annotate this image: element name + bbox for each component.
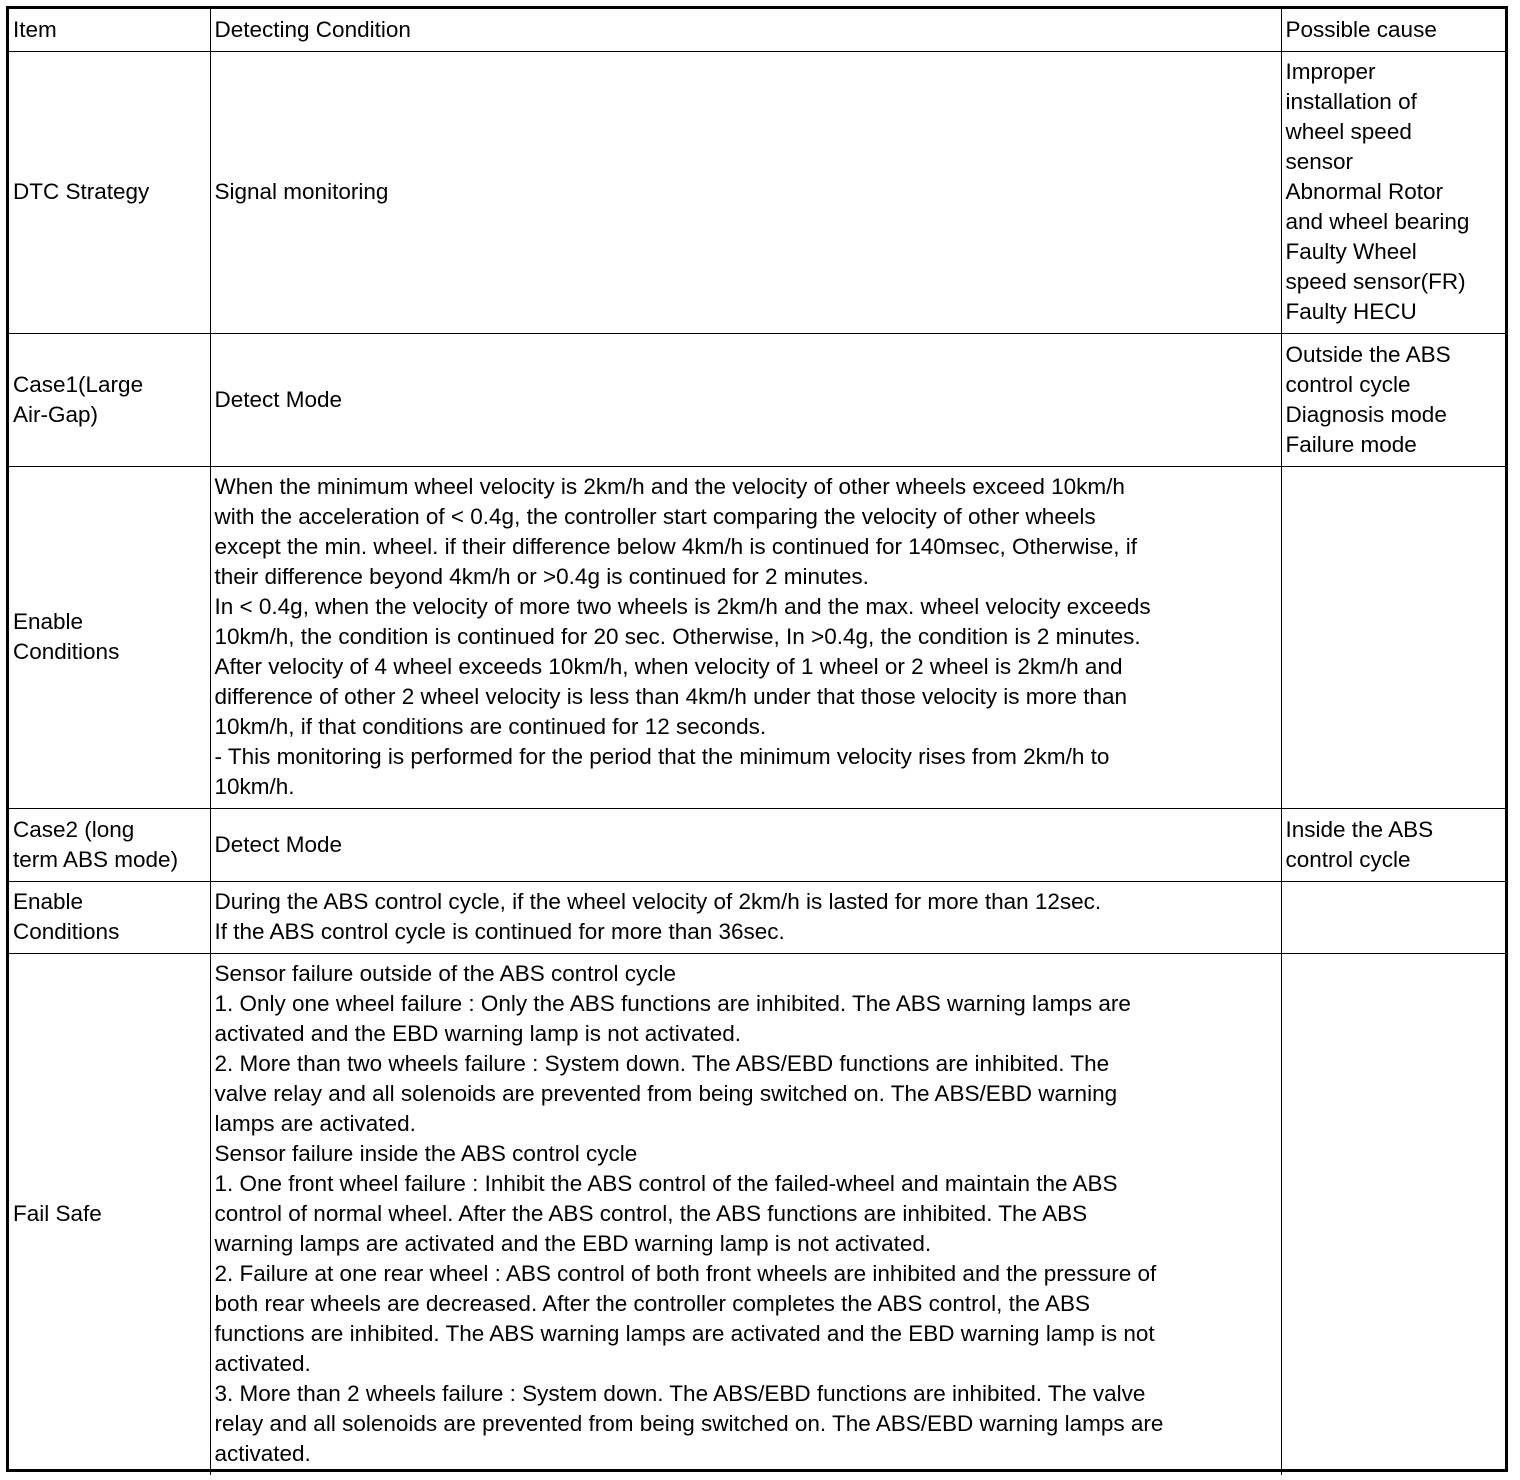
cell-line: Enable xyxy=(13,889,84,914)
cause-cell xyxy=(1281,51,1505,333)
cell-line: warning lamps are activated and the EBD warning lamp is not activated. xyxy=(214,1231,932,1257)
cell-line: Case2 (long xyxy=(13,816,135,842)
cause-cell xyxy=(1281,953,1505,1475)
cell-line: wheel speed xyxy=(1285,119,1412,144)
cell-line: Case1(Large xyxy=(13,371,144,397)
cause-cell xyxy=(1281,466,1505,808)
cell-line: activated and the EBD warning lamp is not activated. xyxy=(214,1021,742,1047)
cell-line: 10km/h, the condition is continued for 20 sec. Otherwise, In >0.4g, the condition is 2 minutes. xyxy=(214,624,1141,649)
cause-cell xyxy=(1281,808,1505,881)
cell-line: 2. More than two wheels failure : System down. The ABS/EBD functions are inhibited. The xyxy=(214,1051,1110,1077)
table-row xyxy=(9,881,1505,953)
cell-line: If the ABS control cycle is continued for more than 36sec. xyxy=(214,919,785,944)
cell-line: control cycle xyxy=(1285,371,1411,397)
cell-line: speed sensor(FR) xyxy=(1285,269,1466,294)
cell-line: control of normal wheel. After the ABS control, the ABS functions are inhibited. The ABS xyxy=(214,1201,1088,1227)
item-cell xyxy=(9,466,210,808)
cell-line: except the min. wheel. if their difference below 4km/h is continued for 140msec, Otherwise, if xyxy=(214,534,1138,559)
cell-line: Conditions xyxy=(13,639,120,664)
header-row xyxy=(9,9,1505,51)
cell-line: Conditions xyxy=(13,919,120,944)
table-row xyxy=(9,466,1505,808)
cell-line: Abnormal Rotor xyxy=(1285,179,1444,204)
cell-line: Faulty Wheel xyxy=(1285,239,1417,264)
cell-line: During the ABS control cycle, if the wheel velocity of 2km/h is lasted for more than 12sec. xyxy=(214,889,1102,914)
cell-line: 1. Only one wheel failure : Only the ABS functions are inhibited. The ABS warning lamps are xyxy=(214,991,1131,1017)
item-cell xyxy=(9,333,210,466)
condition-cell xyxy=(210,51,1281,333)
table-row xyxy=(9,51,1505,333)
cell-line: valve relay and all solenoids are prevented from being switched on. The ABS/EBD warning xyxy=(214,1081,1118,1107)
cell-line: 10km/h. xyxy=(214,774,295,799)
cell-line: Signal monitoring xyxy=(214,179,389,204)
cell-line: When the minimum wheel velocity is 2km/h and the velocity of other wheels exceed 10km/h xyxy=(214,474,1125,499)
cell-line: installation of xyxy=(1285,89,1417,114)
cause-cell xyxy=(1281,333,1505,466)
condition-cell xyxy=(210,953,1281,1475)
cell-line: sensor xyxy=(1285,149,1354,174)
condition-cell xyxy=(210,808,1281,881)
condition-cell xyxy=(210,881,1281,953)
cell-line: Enable xyxy=(13,609,84,634)
cell-line: functions are inhibited. The ABS warning lamps are activated and the EBD warning lamp is not xyxy=(214,1321,1155,1347)
header-detecting-condition: Detecting Condition xyxy=(210,9,1281,51)
item-cell xyxy=(9,881,210,953)
cell-line: DTC Strategy xyxy=(13,179,150,204)
cell-line: Sensor failure outside of the ABS control cycle xyxy=(214,961,677,987)
cell-line: 2. Failure at one rear wheel : ABS control of both front wheels are inhibited and the pressure of xyxy=(214,1261,1157,1287)
cell-line: After velocity of 4 wheel exceeds 10km/h, when velocity of 1 wheel or 2 wheel is 2km/h and xyxy=(214,654,1123,679)
cell-line: difference of other 2 wheel velocity is less than 4km/h under that those velocity is more than xyxy=(214,684,1128,709)
cell-line: Failure mode xyxy=(1285,431,1417,457)
item-cell xyxy=(9,808,210,881)
cell-line: Faulty HECU xyxy=(1285,299,1417,324)
header-item: Item xyxy=(9,9,210,51)
table-row xyxy=(9,808,1505,881)
item-cell xyxy=(9,51,210,333)
cell-line: lamps are activated. xyxy=(214,1111,416,1137)
dtc-spec-table xyxy=(9,9,1505,1475)
table-row xyxy=(9,333,1505,466)
cell-line: their difference beyond 4km/h or >0.4g is continued for 2 minutes. xyxy=(214,564,869,589)
cell-line: term ABS mode) xyxy=(13,846,179,872)
cell-line: In < 0.4g, when the velocity of more two wheels is 2km/h and the max. wheel velocity exceeds xyxy=(214,594,1151,619)
table-row xyxy=(9,953,1505,1475)
header-possible-cause: Possible cause xyxy=(1281,9,1505,51)
cell-line: Sensor failure inside the ABS control cycle xyxy=(214,1141,638,1167)
cell-line: Fail Safe xyxy=(13,1201,102,1227)
cause-cell xyxy=(1281,881,1505,953)
cell-line: Inside the ABS xyxy=(1285,816,1434,842)
cell-line: Improper xyxy=(1285,59,1376,84)
condition-cell xyxy=(210,466,1281,808)
cell-line: Diagnosis mode xyxy=(1285,401,1447,427)
cell-line: control cycle xyxy=(1285,846,1411,872)
cell-line: activated. xyxy=(214,1351,311,1377)
condition-cell xyxy=(210,333,1281,466)
cell-line: relay and all solenoids are prevented from being switched on. The ABS/EBD warning lamps are xyxy=(214,1411,1164,1437)
cell-line: Outside the ABS xyxy=(1285,341,1451,367)
cell-line: 1. One front wheel failure : Inhibit the ABS control of the failed-wheel and maintain the ABS xyxy=(214,1171,1118,1197)
cell-line: - This monitoring is performed for the period that the minimum velocity rises from 2km/h to xyxy=(214,744,1110,769)
cell-line: Detect Mode xyxy=(214,831,343,857)
cell-line: with the acceleration of < 0.4g, the controller start comparing the velocity of other wheels xyxy=(214,504,1096,529)
cell-line: both rear wheels are decreased. After the controller completes the ABS control, the ABS xyxy=(214,1291,1090,1317)
cell-line: Air-Gap) xyxy=(13,401,99,427)
dtc-spec-table-frame xyxy=(6,6,1508,1472)
cell-line: 10km/h, if that conditions are continued for 12 seconds. xyxy=(214,714,767,739)
cell-line: activated. xyxy=(214,1441,311,1467)
cell-line: 3. More than 2 wheels failure : System down. The ABS/EBD functions are inhibited. The valve xyxy=(214,1381,1146,1407)
cell-line: Detect Mode xyxy=(214,386,343,412)
cell-line: and wheel bearing xyxy=(1285,209,1470,234)
item-cell xyxy=(9,953,210,1475)
